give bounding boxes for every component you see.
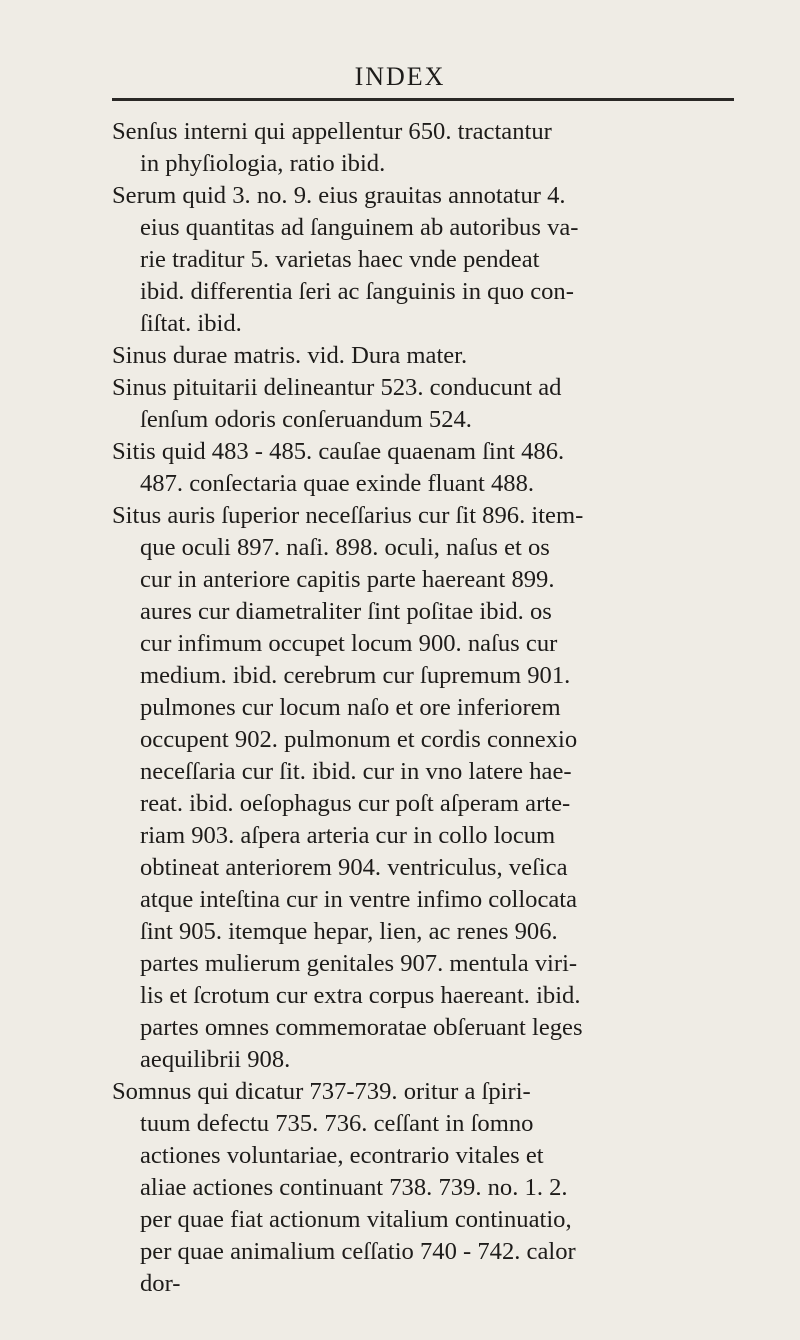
entry-continuation-line: in phyſiologia, ratio ibid. — [140, 150, 386, 177]
entry-continuation-line: lis et ſcrotum cur extra corpus haereant. ibid. — [140, 982, 581, 1009]
index-entry — [112, 1076, 752, 1300]
entry-continuation-line: ſiſtat. ibid. — [140, 310, 242, 337]
entry-headword-line: Somnus qui dicatur 737-739. oritur a ſpiri- — [112, 1078, 531, 1105]
header-rule — [112, 98, 734, 101]
entry-continuation-line: per quae animalium ceſſatio 740 - 742. calor — [140, 1238, 576, 1265]
entry-continuation-line: aequilibrii 908. — [140, 1046, 291, 1073]
entry-continuation-line: cur infimum occupet locum 900. naſus cur — [140, 630, 558, 657]
entry-headword-line: Serum quid 3. no. 9. eius grauitas annotatur 4. — [112, 182, 566, 209]
index-entry — [112, 340, 752, 372]
entry-continuation-line: dor- — [140, 1270, 181, 1297]
entry-continuation-line: aliae actiones continuant 738. 739. no. 1. 2. — [140, 1174, 568, 1201]
entry-headword-line: Sitis quid 483 - 485. cauſae quaenam ſint 486. — [112, 438, 565, 465]
entry-continuation-line: obtineat anteriorem 904. ventriculus, veſica — [140, 854, 568, 881]
entry-headword-line: Situs auris ſuperior neceſſarius cur ſit 896. item- — [112, 502, 584, 529]
entry-continuation-line: riam 903. aſpera arteria cur in collo locum — [140, 822, 556, 849]
index-entry — [112, 500, 752, 1076]
entry-continuation-line: ibid. differentia ſeri ac ſanguinis in quo con- — [140, 278, 574, 305]
entry-continuation-line: neceſſaria cur ſit. ibid. cur in vno latere hae- — [140, 758, 572, 785]
entry-continuation-line: per quae fiat actionum vitalium continuatio, — [140, 1206, 572, 1233]
entry-headword-line: Senſus interni qui appellentur 650. tractantur — [112, 118, 552, 145]
index-entry — [112, 180, 752, 340]
entry-continuation-line: cur in anteriore capitis parte haereant 899. — [140, 566, 555, 593]
index-entries — [112, 116, 752, 1300]
entry-continuation-line: rie traditur 5. varietas haec vnde pendeat — [140, 246, 540, 273]
entry-continuation-line: occupent 902. pulmonum et cordis connexio — [140, 726, 578, 753]
index-entry — [112, 372, 752, 436]
entry-continuation-line: ſenſum odoris conſeruandum 524. — [140, 406, 472, 433]
entry-continuation-line: medium. ibid. cerebrum cur ſupremum 901. — [140, 662, 571, 689]
entry-continuation-line: que oculi 897. naſi. 898. oculi, naſus et os — [140, 534, 550, 561]
entry-continuation-line: reat. ibid. oeſophagus cur poſt aſperam arte- — [140, 790, 571, 817]
index-entry — [112, 436, 752, 500]
entry-continuation-line: partes omnes commemoratae obſeruant leges — [140, 1014, 583, 1041]
entry-continuation-line: atque inteſtina cur in ventre infimo collocata — [140, 886, 578, 913]
entry-continuation-line: actiones voluntariae, econtrario vitales et — [140, 1142, 544, 1169]
page-title: INDEX — [354, 62, 446, 91]
entry-continuation-line: ſint 905. itemque hepar, lien, ac renes 906. — [140, 918, 558, 945]
entry-continuation-line: aures cur diametraliter ſint poſitae ibid. os — [140, 598, 552, 625]
entry-continuation-line: eius quantitas ad ſanguinem ab autoribus va- — [140, 214, 579, 241]
entry-continuation-line: partes mulierum genitales 907. mentula viri- — [140, 950, 578, 977]
entry-continuation-line: 487. conſectaria quae exinde fluant 488. — [140, 470, 535, 497]
entry-headword-line: Sinus durae matris. vid. Dura mater. — [112, 342, 468, 369]
entry-continuation-line: tuum defectu 735. 736. ceſſant in ſomno — [140, 1110, 534, 1137]
index-entry — [112, 116, 752, 180]
entry-headword-line: Sinus pituitarii delineantur 523. conducunt ad — [112, 374, 562, 401]
entry-continuation-line: pulmones cur locum naſo et ore inferiorem — [140, 694, 561, 721]
